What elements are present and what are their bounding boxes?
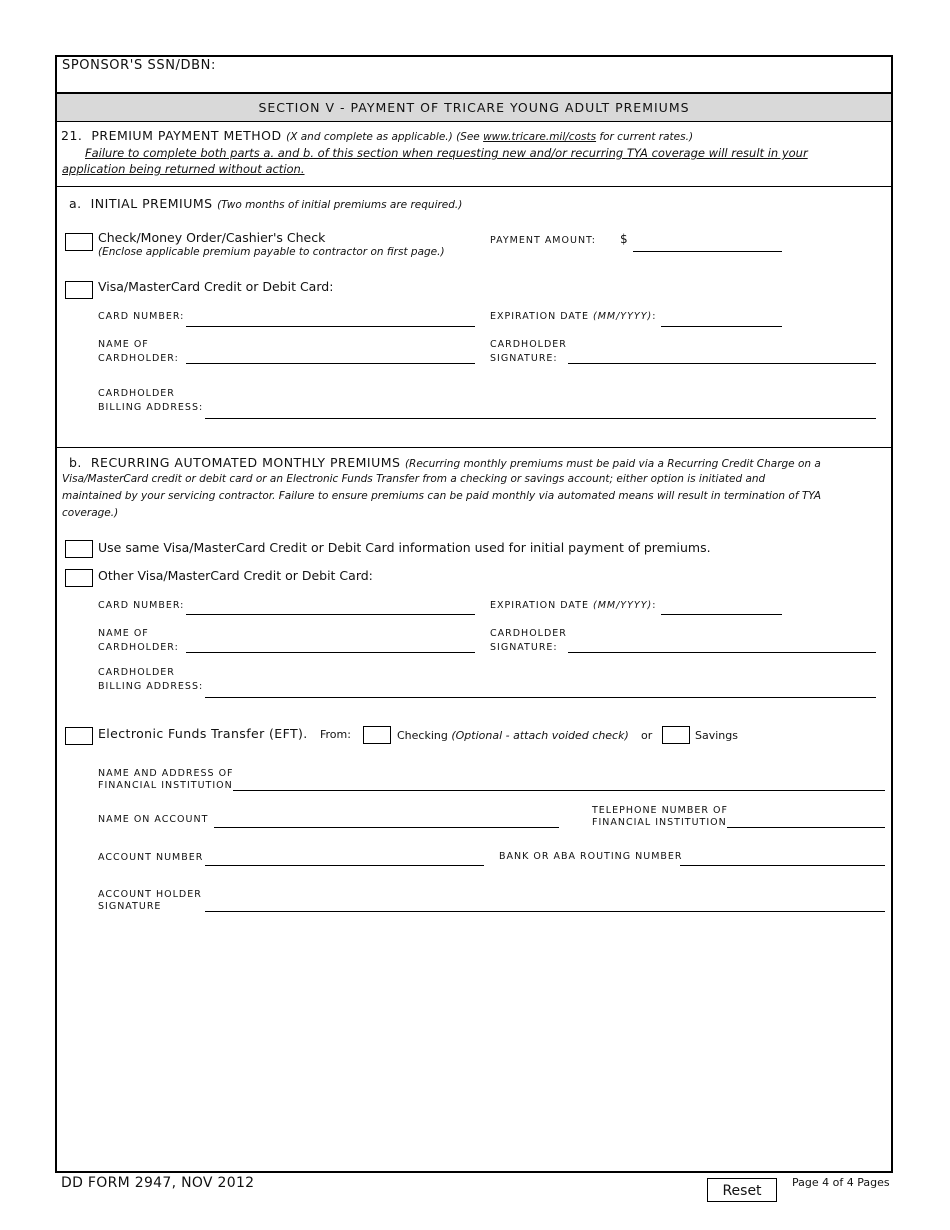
part-b-note-3: maintained by your servicing contractor. Failure to ensure premiums can be paid monthly via automated means will result in termination of TYA	[62, 490, 822, 502]
check-note: (Enclose applicable premium payable to contractor on first page.)	[98, 246, 445, 258]
account-number-field[interactable]	[205, 865, 484, 866]
cardholder-label: CARDHOLDER:	[98, 353, 179, 364]
billing-label-1: CARDHOLDER	[98, 667, 175, 678]
other-card-checkbox[interactable]	[65, 569, 93, 587]
same-card-label: Use same Visa/MasterCard Credit or Debit Card information used for initial payment of premiums.	[98, 540, 711, 555]
check-label: Check/Money Order/Cashier's Check	[98, 230, 326, 245]
fin-inst-phone-field[interactable]	[727, 827, 885, 828]
divider	[55, 186, 893, 187]
savings-label: Savings	[695, 729, 738, 742]
expiration-date-label: EXPIRATION DATE (MM/YYYY):	[490, 600, 657, 611]
account-number-label: ACCOUNT NUMBER	[98, 852, 204, 863]
cardholder-name-field[interactable]	[186, 363, 475, 364]
tel-label-1: TELEPHONE NUMBER OF	[592, 805, 728, 816]
name-on-account-label: NAME ON ACCOUNT	[98, 814, 209, 825]
part-a-title: INITIAL PREMIUMS	[90, 196, 213, 211]
savings-checkbox[interactable]	[662, 726, 690, 744]
part-a-note: (Two months of initial premiums are required.)	[217, 199, 463, 211]
cardholder-sig-label-2: SIGNATURE:	[490, 353, 558, 364]
billing-address-field[interactable]	[205, 697, 876, 698]
part-a-heading: a. INITIAL PREMIUMS (Two months of initial premiums are required.)	[69, 196, 463, 211]
reset-button[interactable]: Reset	[707, 1178, 777, 1202]
item-title: PREMIUM PAYMENT METHOD	[91, 128, 282, 143]
card-initial-label: Visa/MasterCard Credit or Debit Card:	[98, 279, 334, 294]
holder-sig-label-1: ACCOUNT HOLDER	[98, 889, 202, 900]
routing-number-field[interactable]	[680, 865, 885, 866]
tricare-costs-link[interactable]: www.tricare.mil/costs	[483, 131, 597, 143]
cardholder-sig-label-1: CARDHOLDER	[490, 628, 567, 639]
check-money-order-checkbox[interactable]	[65, 233, 93, 251]
name-of-label: NAME OF	[98, 628, 149, 639]
expiration-date-field[interactable]	[661, 614, 782, 615]
or-label: or	[641, 729, 653, 742]
card-number-label: CARD NUMBER:	[98, 600, 185, 611]
cardholder-sig-label-2: SIGNATURE:	[490, 642, 558, 653]
eft-checkbox[interactable]	[65, 727, 93, 745]
name-of-label: NAME OF	[98, 339, 149, 350]
fin-inst-field[interactable]	[233, 790, 885, 791]
expiration-date-label: EXPIRATION DATE (MM/YYYY):	[490, 311, 657, 322]
checking-checkbox[interactable]	[363, 726, 391, 744]
name-on-account-field[interactable]	[214, 827, 559, 828]
account-holder-signature-field[interactable]	[205, 911, 885, 912]
warning-line-1: Failure to complete both parts a. and b. of this section when requesting new and/or recurring TYA coverage will result in your	[85, 146, 808, 160]
warning-line-2: application being returned without action.	[62, 162, 305, 176]
divider	[55, 121, 893, 122]
card-number-label: CARD NUMBER:	[98, 311, 185, 322]
cardholder-name-field[interactable]	[186, 652, 475, 653]
same-card-checkbox[interactable]	[65, 540, 93, 558]
item-number: 21.	[61, 128, 83, 143]
billing-label-1: CARDHOLDER	[98, 388, 175, 399]
billing-label-2: BILLING ADDRESS:	[98, 681, 204, 692]
billing-label-2: BILLING ADDRESS:	[98, 402, 204, 413]
fin-inst-label-2: FINANCIAL INSTITUTION	[98, 780, 233, 791]
form-id: DD FORM 2947, NOV 2012	[61, 1175, 255, 1191]
payment-amount-field[interactable]	[633, 251, 782, 252]
other-card-label: Other Visa/MasterCard Credit or Debit Card:	[98, 568, 373, 583]
card-number-field[interactable]	[186, 326, 475, 327]
page-number: Page 4 of 4 Pages	[792, 1176, 890, 1189]
from-label: From:	[320, 728, 351, 741]
section-title: SECTION V - PAYMENT OF TRICARE YOUNG ADULT PREMIUMS	[57, 94, 891, 121]
cardholder-signature-field[interactable]	[568, 363, 876, 364]
billing-address-field[interactable]	[205, 418, 876, 419]
item-instructions: (X and complete as applicable.) (See www.tricare.mil/costs for current rates.)	[286, 131, 694, 143]
payment-amount-label: PAYMENT AMOUNT:	[490, 235, 597, 246]
part-b-note-1: (Recurring monthly premiums must be paid via a Recurring Credit Charge on a	[404, 458, 821, 470]
divider	[55, 447, 893, 448]
sponsor-ssn-label: SPONSOR'S SSN/DBN:	[62, 58, 216, 73]
dollar-sign: $	[620, 232, 628, 246]
expiration-date-field[interactable]	[661, 326, 782, 327]
part-b-note-4: coverage.)	[62, 507, 119, 519]
tel-label-2: FINANCIAL INSTITUTION	[592, 817, 727, 828]
item-21-heading	[61, 128, 693, 143]
part-b-heading: b. RECURRING AUTOMATED MONTHLY PREMIUMS (Recurring monthly premiums must be paid via a Recurring Credit Charge on a	[69, 455, 821, 470]
cardholder-signature-field[interactable]	[568, 652, 876, 653]
holder-sig-label-2: SIGNATURE	[98, 901, 162, 912]
card-number-field[interactable]	[186, 614, 475, 615]
checking-label: Checking (Optional - attach voided check)	[397, 729, 629, 742]
cardholder-label: CARDHOLDER:	[98, 642, 179, 653]
cardholder-sig-label-1: CARDHOLDER	[490, 339, 567, 350]
fin-inst-label-1: NAME AND ADDRESS OF	[98, 768, 234, 779]
part-b-note-2: Visa/MasterCard credit or debit card or an Electronic Funds Transfer from a checking or savings account; either option is initiated and	[62, 473, 766, 485]
card-initial-checkbox[interactable]	[65, 281, 93, 299]
eft-label: Electronic Funds Transfer (EFT).	[98, 726, 308, 741]
routing-label: BANK OR ABA ROUTING NUMBER	[499, 851, 683, 862]
part-b-title: RECURRING AUTOMATED MONTHLY PREMIUMS	[90, 455, 401, 470]
